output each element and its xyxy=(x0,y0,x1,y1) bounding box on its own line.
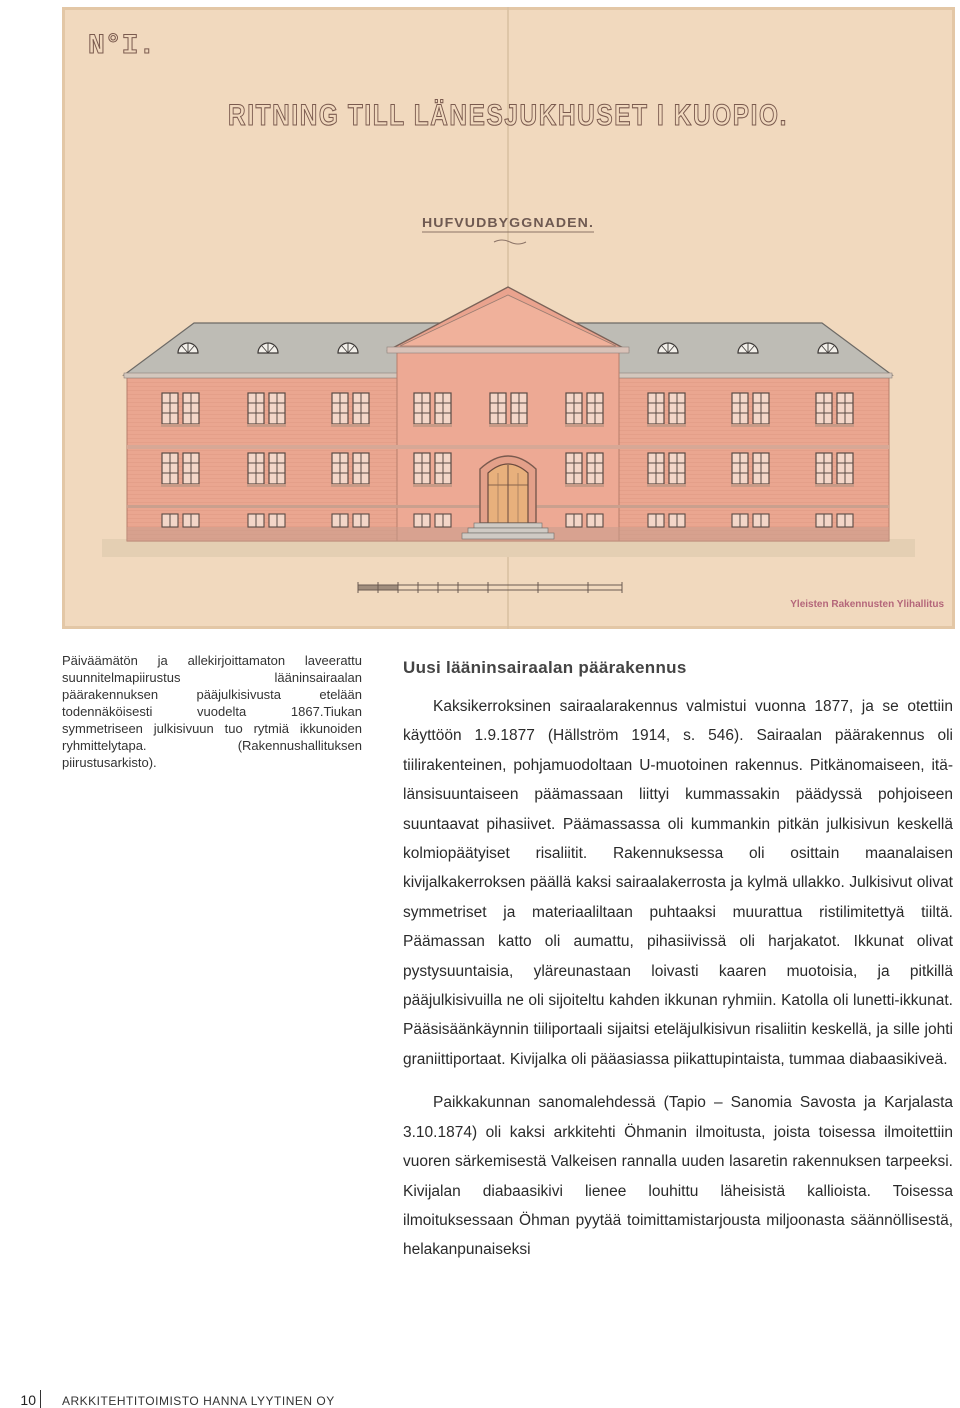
drawing-subtitle: HUFVUDBYGGNADEN. xyxy=(422,215,594,230)
drawing-title: RITNING TILL LÄNESJUKHUSET I KUOPIO. xyxy=(228,99,788,132)
section-heading: Uusi lääninsairaalan päärakennus xyxy=(403,658,687,677)
architectural-drawing xyxy=(62,7,955,629)
drawing-number: N°I. xyxy=(88,31,156,62)
archive-stamp: Yleisten Rakennusten Ylihallitus xyxy=(790,599,944,610)
page-number: 10 xyxy=(20,1392,36,1408)
paragraph: Kaksikerroksinen sairaalarakennus valmistui vuonna 1877, ja se otettiin käyttöön 1.9.1877 (Hällström 1914, s. 546). Sairaalan päärakennus oli tiilirakenteinen, pohjamuodoltaan U-muotoinen rakennus. Pitkänomaiseen, itä-länsisuuntaiseen päämassaan liittyi kummassakin päädyssä pohjoiseen suuntaavat pihasiivet. Päämassassa oli kummankin pitkän julkisivun keskellä kolmiopäätyiset risaliitit. Rakennuksessa oli osittain maanalaisen kivijalkakerroksen päällä kaksi sairaalakerrosta ja kylmä ullakko. Julkisivut olivat symmetriset ja materiaaliltaan puhtaaksi muurattua ristilimitettyä tiiltä. Päämassan katto oli aumattu, pihasiivissä oli harjakatot. Ikkunat olivat pystysuuntaisia, yläreunastaan loivasti kaaren muotoisia, ja pitkillä pääjulkisivuilla ne oli sijoiteltu kahden ikkunan ryhmiin. Katolla oli lunetti-ikkunat. Pääsisäänkäynnin tiiliportaali sijaitsi eteläjulkisivun risaliitin keskellä, ja sille johti graniittiportaat. Kivijalka oli pääasiassa piikattupintaista, tummaa diabaasikiveä. xyxy=(403,698,953,1068)
body-text xyxy=(403,692,953,1265)
figure-caption: Päiväämätön ja allekirjoittamaton laveerattu suunnitelmapiirustus lääninsairaalan päärakennuksen pääjulkisivusta etelään todennäköisesti vuodelta 1867.Tiukan symmetriseen julkisivuun tuo rytmiä ikkunoiden ryhmittelytapa. (Rakennushallituksen piirustusarkisto). xyxy=(62,653,362,770)
paragraph: Paikkakunnan sanomalehdessä (Tapio – Sanomia Savosta ja Karjalasta 3.10.1874) oli kaksi arkkitehti Öhmanin ilmoitusta, joista toisessa ilmoitettiin vuoren särkemisestä Valkeisen rannalla uuden lasaretin rakennuksen tarpeeksi. Kivijalan diabaasikivi lienee louhittu läheisistä kallioista. Toisessa ilmoituksessaan Öhman pyytää toimittamistarjousta miljoonasta säännöllisestä, helakanpunaiseksi xyxy=(403,1094,953,1259)
footer-organization: ARKKITEHTITOIMISTO HANNA LYYTINEN OY xyxy=(62,1394,335,1408)
footer-divider xyxy=(40,1390,41,1408)
